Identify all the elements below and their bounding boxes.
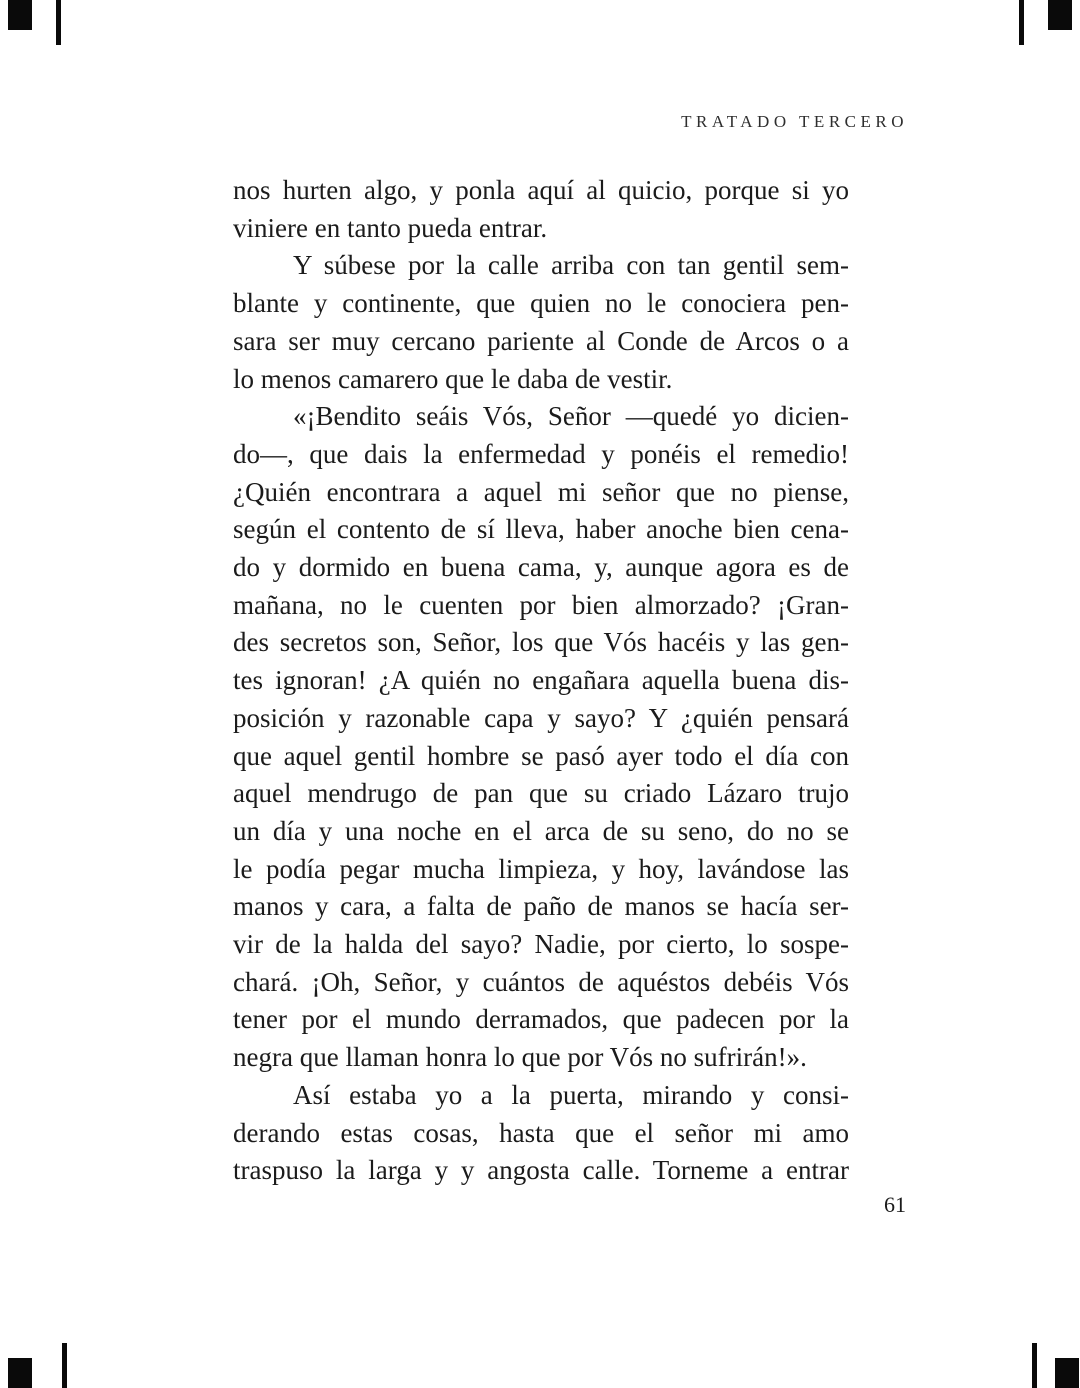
crop-mark-bottom-right-block bbox=[1055, 1358, 1079, 1388]
text-line: mañana, no le cuenten por bien almorzado? ¡Gran- bbox=[233, 589, 849, 620]
crop-mark-top-left-block bbox=[8, 0, 32, 30]
text-line: negra que llaman honra lo que por Vós no sufrirán!». bbox=[233, 1042, 807, 1073]
crop-mark-top-left-line bbox=[56, 0, 61, 45]
crop-mark-bottom-right-line bbox=[1032, 1343, 1037, 1388]
text-line: blante y continente, que quien no le conociera pen- bbox=[233, 288, 849, 319]
text-line: manos y cara, a falta de paño de manos se hacía ser- bbox=[233, 891, 849, 922]
paragraph bbox=[233, 1077, 849, 1190]
text-line: ¿Quién encontrara a aquel mi señor que no piense, bbox=[233, 476, 849, 507]
text-line: tes ignoran! ¿A quién no engañara aquella buena dis- bbox=[233, 665, 849, 696]
crop-mark-top-right-block bbox=[1048, 0, 1072, 30]
text-line: vir de la halda del sayo? Nadie, por cierto, lo sospe- bbox=[233, 929, 849, 960]
crop-mark-top-right-line bbox=[1019, 0, 1024, 45]
text-line: según el contento de sí lleva, haber anoche bien cena- bbox=[233, 514, 849, 545]
text-line: derando estas cosas, hasta que el señor mi amo bbox=[233, 1117, 849, 1148]
text-line: tener por el mundo derramados, que padecen por la bbox=[233, 1004, 849, 1035]
text-line: viniere en tanto pueda entrar. bbox=[233, 212, 548, 243]
text-line: Y súbese por la calle arriba con tan gentil sem- bbox=[293, 250, 849, 281]
running-header: TRATADO TERCERO bbox=[681, 112, 908, 131]
text-line: nos hurten algo, y ponla aquí al quicio, porque si yo bbox=[233, 175, 849, 205]
text-line: le podía pegar mucha limpieza, y hoy, lavándose las bbox=[233, 853, 849, 884]
text-line: posición y razonable capa y sayo? Y ¿quién pensará bbox=[233, 702, 849, 733]
text-line: «¡Bendito seáis Vós, Señor —quedé yo dicien- bbox=[293, 401, 849, 432]
text-block bbox=[233, 172, 849, 1190]
crop-mark-bottom-left-block bbox=[8, 1358, 32, 1388]
text-line: sara ser muy cercano pariente al Conde de Arcos o a bbox=[233, 325, 849, 356]
text-line: chará. ¡Oh, Señor, y cuántos de aquéstos debéis Vós bbox=[233, 966, 849, 997]
crop-mark-bottom-left-line bbox=[62, 1343, 67, 1388]
text-line: do y dormido en buena cama, y, aunque agora es de bbox=[233, 552, 849, 583]
text-line: Así estaba yo a la puerta, mirando y consi- bbox=[293, 1079, 849, 1110]
text-line: aquel mendrugo de pan que su criado Lázaro trujo bbox=[233, 778, 849, 809]
text-line: un día y una noche en el arca de su seno, do no se bbox=[233, 815, 849, 846]
text-line: traspuso la larga y y angosta calle. Torneme a entrar bbox=[233, 1155, 849, 1186]
text-line: lo menos camarero que le daba de vestir. bbox=[233, 363, 673, 394]
text-line: que aquel gentil hombre se pasó ayer todo el día con bbox=[233, 740, 849, 771]
paragraph bbox=[233, 247, 849, 398]
paragraph bbox=[233, 172, 849, 247]
page-number: 61 bbox=[884, 1192, 906, 1217]
paragraph bbox=[233, 398, 849, 1077]
text-line: des secretos son, Señor, los que Vós hacéis y las gen- bbox=[233, 627, 849, 658]
text-line: do—, que dais la enfermedad y ponéis el remedio! bbox=[233, 438, 849, 469]
